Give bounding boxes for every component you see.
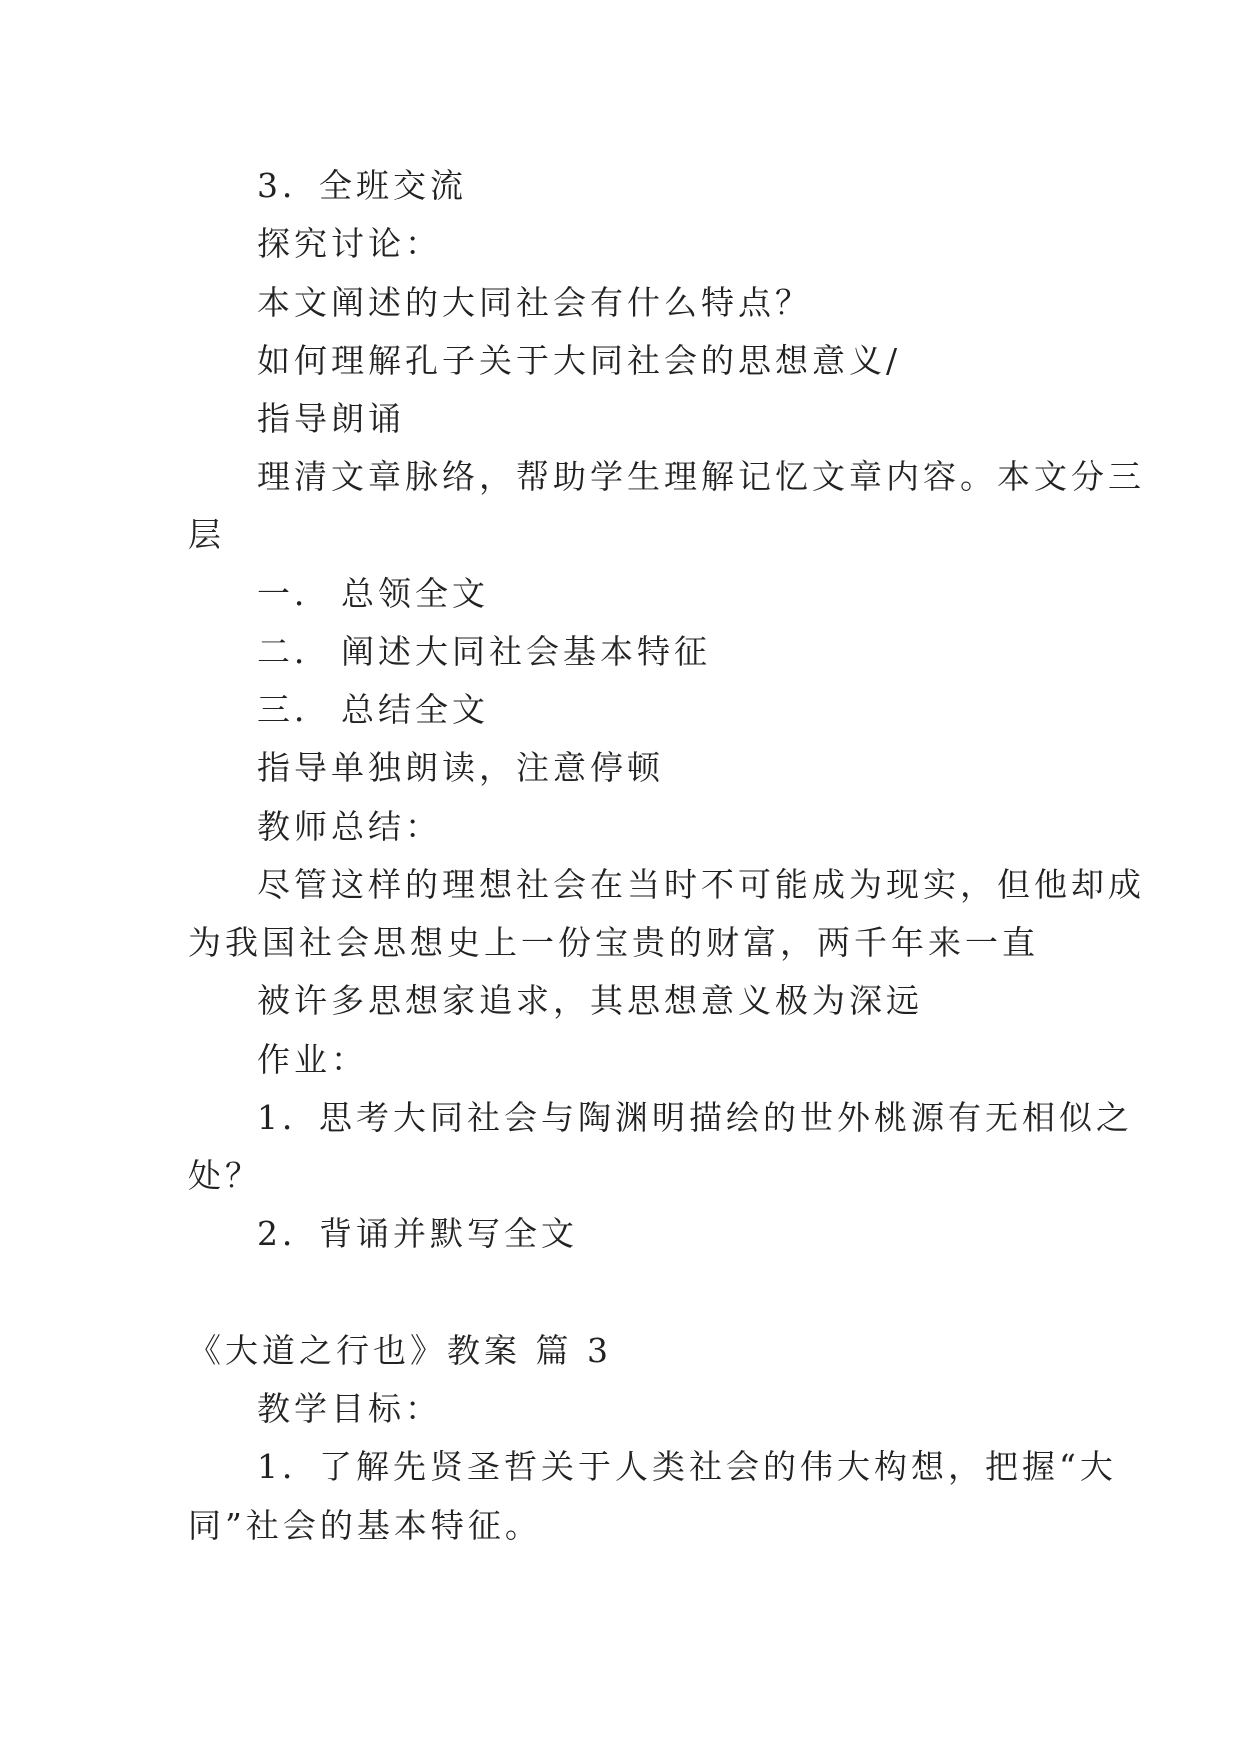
outline-number: 三． <box>257 690 331 729</box>
outline-number: 一． <box>257 574 331 613</box>
paragraph-summary-line-1: 尽管这样的理想社会在当时不可能成为现实，但他却成 <box>257 865 1145 904</box>
paragraph-homework-1-line-2: 处？ <box>188 1156 262 1195</box>
outline-text: 总领全文 <box>341 574 489 613</box>
paragraph-objective-1-line-1: 1．了解先贤圣哲关于人类社会的伟大构想，把握“大 <box>257 1447 1117 1486</box>
paragraph-homework-heading: 作业： <box>257 1040 368 1079</box>
outline-text: 阐述大同社会基本特征 <box>341 632 711 671</box>
paragraph-objective-1-line-2: 同”社会的基本特征。 <box>188 1506 542 1545</box>
outline-number: 二． <box>257 632 331 671</box>
paragraph-structure-line-1: 理清文章脉络，帮助学生理解记忆文章内容。本文分三 <box>257 457 1145 496</box>
paragraph-summary-line-3: 被许多思想家追求，其思想意义极为深远 <box>257 981 923 1020</box>
paragraph-structure-line-2: 层 <box>188 515 225 554</box>
paragraph-summary-line-2: 为我国社会思想史上一份宝贵的财富，两千年来一直 <box>188 923 1039 962</box>
paragraph-question-1: 本文阐述的大同社会有什么特点？ <box>257 283 812 322</box>
section-title: 《大道之行也》教案 篇 3 <box>188 1331 612 1370</box>
paragraph-class-exchange: 3．全班交流 <box>257 166 467 205</box>
paragraph-homework-1-line-1: 1．思考大同社会与陶渊明描绘的世外桃源有无相似之 <box>257 1098 1133 1137</box>
outline-item-1 <box>257 574 489 614</box>
paragraph-objectives-heading: 教学目标： <box>257 1389 442 1428</box>
paragraph-teacher-summary: 教师总结： <box>257 807 442 846</box>
outline-text: 总结全文 <box>341 690 489 729</box>
paragraph-question-2: 如何理解孔子关于大同社会的思想意义/ <box>257 341 902 380</box>
paragraph-guided-reading: 指导朗诵 <box>257 399 405 438</box>
paragraph-homework-2: 2．背诵并默写全文 <box>257 1214 578 1253</box>
paragraph-solo-reading: 指导单独朗读，注意停顿 <box>257 748 664 787</box>
paragraph-discussion-heading: 探究讨论： <box>257 224 442 263</box>
outline-item-3 <box>257 690 489 730</box>
outline-item-2 <box>257 632 711 672</box>
